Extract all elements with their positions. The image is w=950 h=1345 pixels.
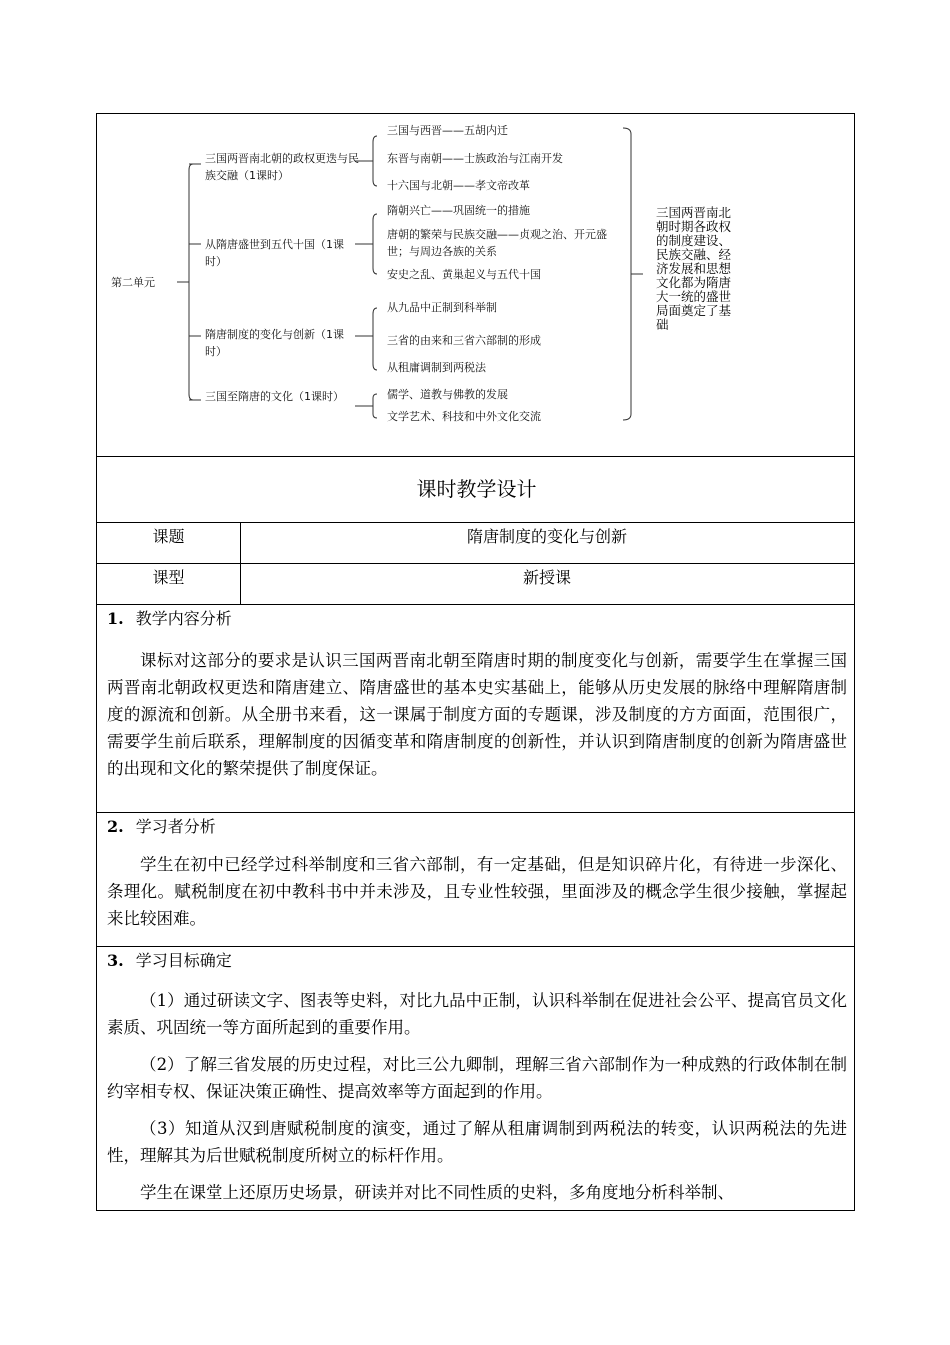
section-number: 1. (107, 609, 124, 628)
branch-item: 文学艺术、科技和中外文化交流 (387, 410, 541, 423)
branch-title: 从隋唐盛世到五代十国（1课时） (205, 238, 344, 268)
type-value: 新授课 (522, 568, 571, 587)
topic-row (96, 522, 855, 564)
section-number: 3. (107, 951, 124, 970)
type-label: 课型 (97, 564, 241, 604)
page (96, 113, 855, 1211)
branch-item: 安史之乱、黄巢起义与五代十国 (387, 268, 541, 281)
branch-title: 三国至隋唐的文化（1课时） (205, 390, 344, 403)
topic-label: 课题 (97, 523, 241, 563)
unit-mindmap (96, 113, 855, 457)
section-paragraph: 学生在课堂上还原历史场景，研读并对比不同性质的史料，多角度地分析科举制、 (140, 1183, 734, 1202)
section-paragraph: （3）知道从汉到唐赋税制度的演变，通过了解从租庸调制到两税法的转变，认识两税法的先进性，理解其为后世赋税制度所树立的标杆作用。 (107, 1119, 847, 1165)
branch-item: 东晋与南朝——士族政治与江南开发 (387, 152, 563, 165)
design-title: 课时教学设计 (416, 477, 537, 501)
section-heading (107, 949, 232, 973)
branch-item: 唐朝的繁荣与民族交融——贞观之治、开元盛世；与周边各族的关系 (387, 228, 607, 258)
mindmap-root: 第二单元 (111, 276, 155, 289)
section-heading (107, 815, 216, 839)
section-title: 教学内容分析 (135, 609, 232, 628)
section-number: 2. (107, 817, 124, 836)
section-paragraph: （2）了解三省发展的历史过程，对比三公九卿制，理解三省六部制作为一种成熟的行政体制在制约宰相专权、保证决策正确性、提高效率等方面起到的作用。 (107, 1055, 847, 1101)
design-header (96, 456, 855, 523)
section-paragraph: 课标对这部分的要求是认识三国两晋南北朝至隋唐时期的制度变化与创新，需要学生在掌握三国两晋南北朝政权更迭和隋唐建立、隋唐盛世的基本史实基础上，能够从历史发展的脉络中理解隋唐制度的源流和创新。从全册书来看，这一课属于制度方面的专题课，涉及制度的方方面面，范围很广，需要学生前后联系，理解制度的因循变革和隋唐制度的创新性，并认识到隋唐制度的创新为隋唐盛世的出现和文化的繁荣提供了制度保证。 (107, 651, 847, 778)
branch-item: 隋朝兴亡——巩固统一的措施 (387, 204, 530, 217)
section-heading (107, 607, 232, 631)
branch-item: 三省的由来和三省六部制的形成 (387, 334, 541, 347)
section-content-analysis (96, 604, 855, 813)
branch-item: 三国与西晋——五胡内迁 (387, 124, 508, 137)
branch-title: 三国两晋南北朝的政权更迭与民族交融（1课时） (205, 152, 359, 182)
section-title: 学习者分析 (135, 817, 216, 836)
section-learning-objectives (96, 946, 855, 1211)
branch-item: 从租庸调制到两税法 (387, 361, 486, 374)
branch-item: 儒学、道教与佛教的发展 (387, 388, 508, 401)
branch-item: 从九品中正制到科举制 (387, 301, 497, 314)
topic-value: 隋唐制度的变化与创新 (466, 527, 627, 546)
section-title: 学习目标确定 (135, 951, 232, 970)
type-row (96, 563, 855, 605)
section-learner-analysis (96, 812, 855, 947)
section-paragraph: 学生在初中已经学过科举制度和三省六部制，有一定基础，但是知识碎片化，有待进一步深化、条理化。赋税制度在初中教科书中并未涉及，且专业性较强，里面涉及的概念学生很少接触，掌握起来比较困难。 (107, 855, 847, 928)
section-paragraph: （1）通过研读文字、图表等史料，对比九品中正制，认识科举制在促进社会公平、提高官员文化素质、巩固统一等方面所起到的重要作用。 (107, 991, 847, 1037)
branch-item: 十六国与北朝——孝文帝改革 (387, 179, 530, 192)
branch-title: 隋唐制度的变化与创新（1课时） (205, 328, 344, 358)
mindmap-summary: 三国两晋南北朝时期各政权的制度建设、民族交融、经济发展和思想文化都为隋唐大一统的盛世局面奠定了基础 (656, 205, 732, 332)
